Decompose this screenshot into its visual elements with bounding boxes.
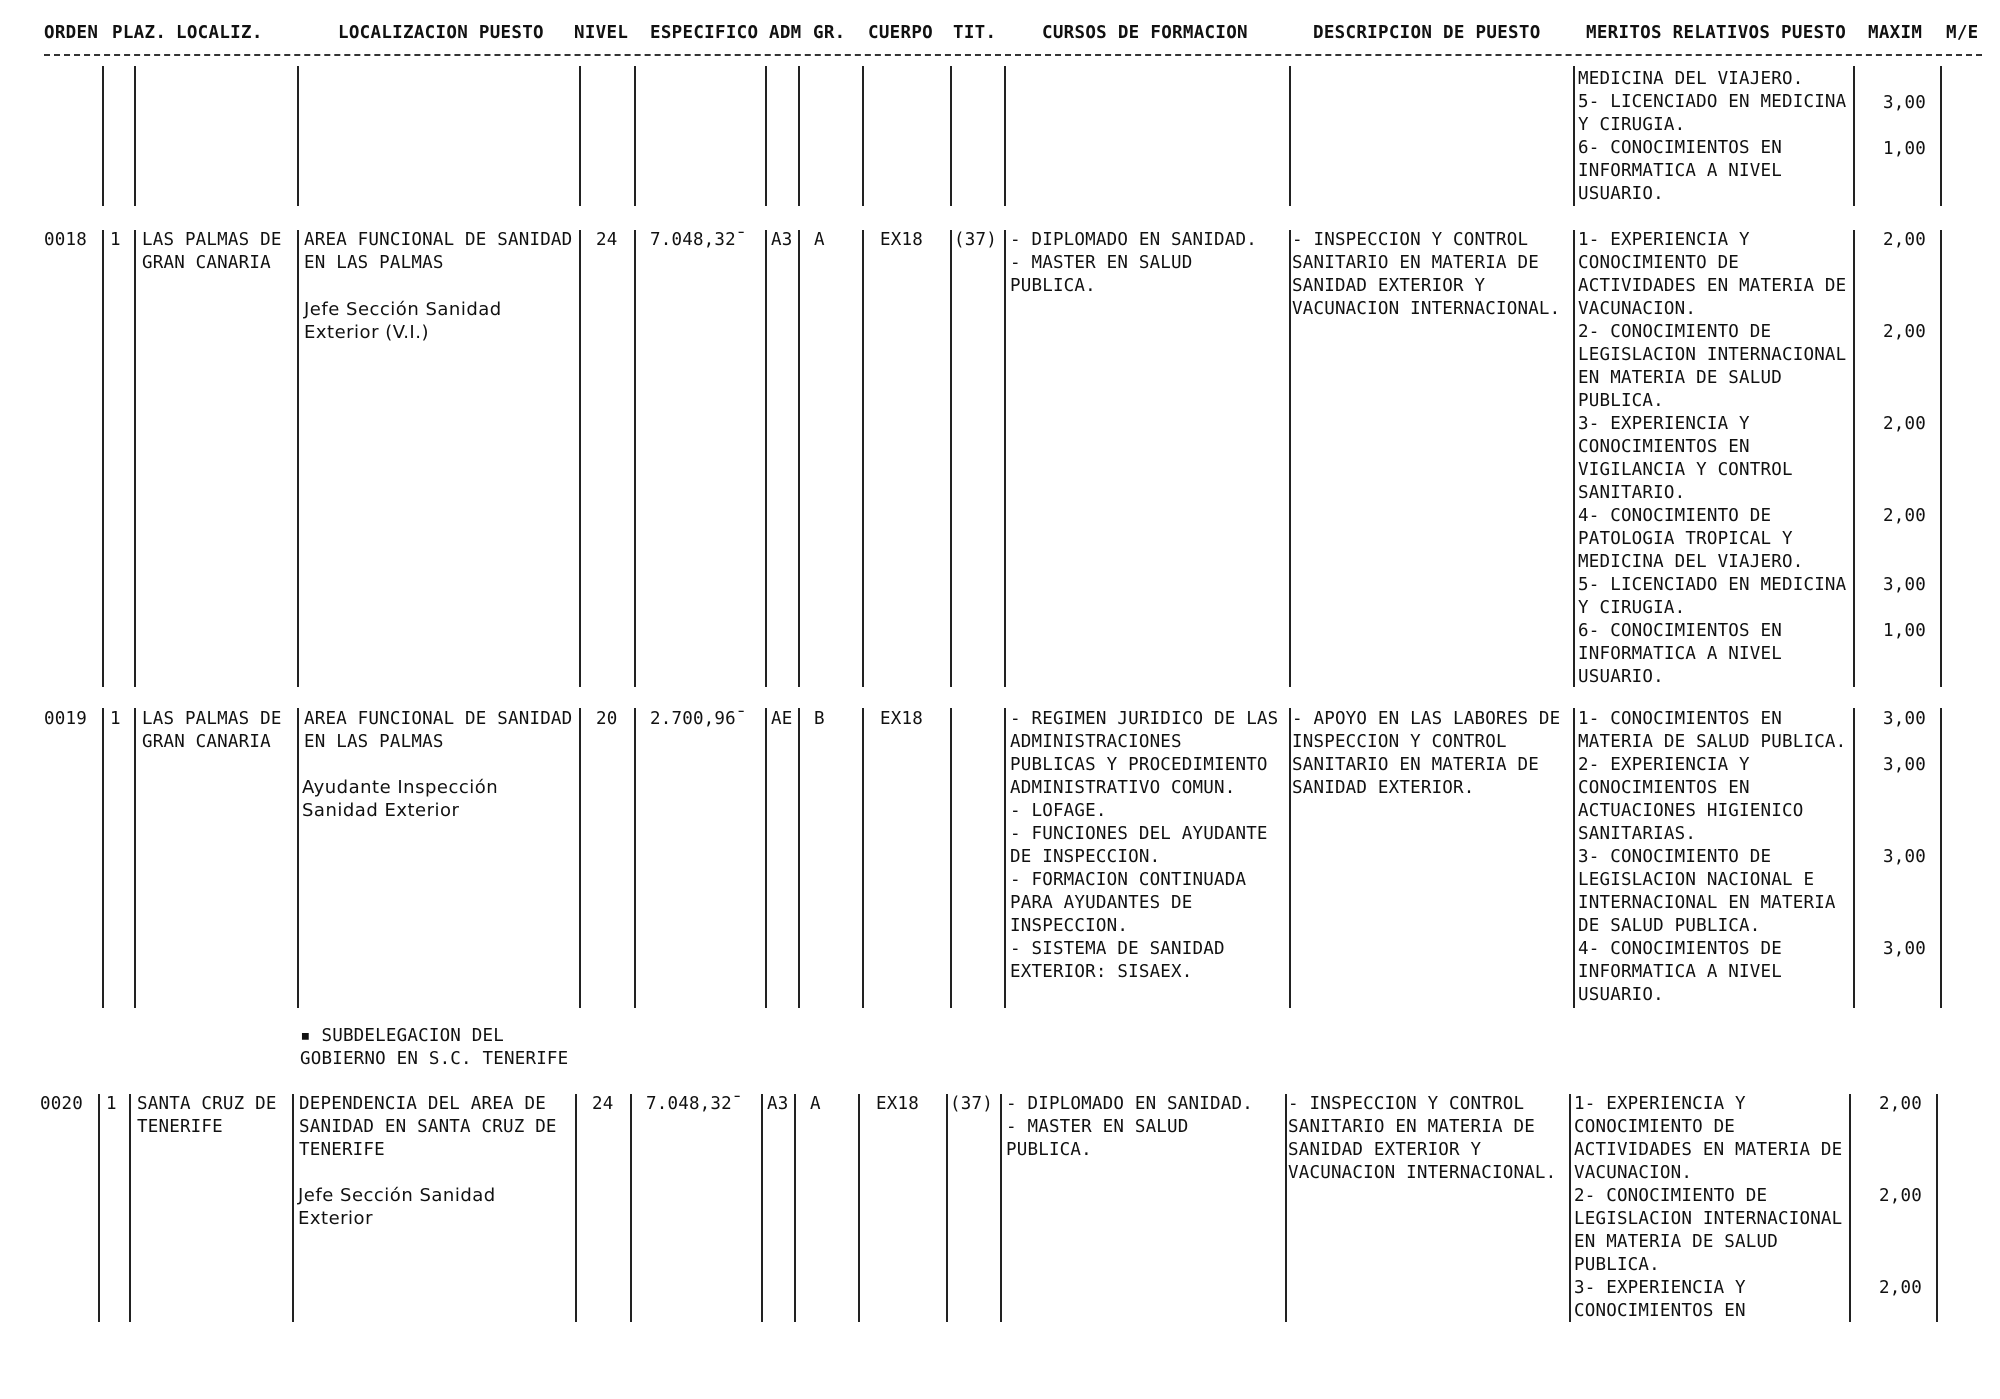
especifico-cell: 7.048,32¯ <box>650 230 747 250</box>
max-score: 2,00 <box>1879 1278 1922 1298</box>
max-score: 2,00 <box>1883 322 1926 342</box>
column-rule <box>765 708 767 1008</box>
tit-cell: (37) <box>950 1094 993 1114</box>
orden-cell: 0020 <box>40 1094 83 1114</box>
descripcion-cell: - APOYO EN LAS LABORES DE INSPECCION Y CONTROL SANITARIO EN MATERIA DE SANIDAD EXTERIOR. <box>1292 709 1561 798</box>
max-score: 3,00 <box>1883 939 1926 959</box>
gr-cell: A <box>814 230 825 250</box>
merits-list: 1- EXPERIENCIA Y CONOCIMIENTO DE ACTIVIDADES EN MATERIA DE VACUNACION. 2- CONOCIMIENTO DE LEGISLACION INTERNACIONAL EN MATERIA DE SALUD PUBLICA. 3- EXPERIENCIA Y CONOCIMIENTOS EN <box>1574 1094 1843 1321</box>
column-rule <box>862 230 864 687</box>
column-rule <box>950 708 952 1008</box>
header-plaz: PLAZ. <box>112 23 167 43</box>
column-rule <box>1285 1094 1287 1322</box>
max-score: 2,00 <box>1879 1186 1922 1206</box>
max-score: 3,00 <box>1883 847 1926 867</box>
column-rule <box>798 66 800 206</box>
max-score: 3,00 <box>1883 755 1926 775</box>
column-rule <box>1004 230 1006 687</box>
column-rule <box>798 230 800 687</box>
column-rule <box>1289 708 1291 1008</box>
column-rule <box>765 230 767 687</box>
header-adm: ADM <box>769 23 802 43</box>
column-rule <box>634 66 636 206</box>
column-rule <box>579 708 581 1008</box>
header-me: M/E <box>1946 23 1979 43</box>
adm-cell: A3 <box>771 230 793 250</box>
column-rule <box>1573 708 1575 1008</box>
max-score: 2,00 <box>1883 506 1926 526</box>
gr-cell: A <box>810 1094 821 1114</box>
column-rule <box>634 230 636 687</box>
header-cursos: CURSOS DE FORMACION <box>1042 23 1248 43</box>
column-rule <box>798 708 800 1008</box>
column-rule <box>575 1094 577 1322</box>
plaz-cell: 1 <box>110 709 121 729</box>
column-rule <box>862 708 864 1008</box>
column-rule <box>1289 66 1291 206</box>
column-rule <box>297 66 299 206</box>
header-descripcion: DESCRIPCION DE PUESTO <box>1313 23 1541 43</box>
column-rule <box>1849 1094 1851 1322</box>
merits-list: 1- CONOCIMIENTOS EN MATERIA DE SALUD PUBLICA. 2- EXPERIENCIA Y CONOCIMIENTOS EN ACTUACIONES HIGIENICO SANITARIAS. 3- CONOCIMIENTO DE LEGISLACION NACIONAL E INTERNACIONAL EN MATERIA DE SALUD PUBLICA. 4- CONOCIMIENTOS DE INFORMATICA A NIVEL USUARIO. <box>1578 709 1847 1005</box>
localizacion-cell: DEPENDENCIA DEL AREA DE SANIDAD EN SANTA CRUZ DE TENERIFE <box>299 1094 557 1160</box>
column-rule <box>297 230 299 687</box>
column-rule <box>1004 66 1006 206</box>
header-localiz: LOCALIZ. <box>176 23 263 43</box>
merits-list: 1- EXPERIENCIA Y CONOCIMIENTO DE ACTIVIDADES EN MATERIA DE VACUNACION. 2- CONOCIMIENTO DE LEGISLACION INTERNACIONAL EN MATERIA DE SALUD PUBLICA. 3- EXPERIENCIA Y CONOCIMIENTOS EN VIGILANCIA Y CONTROL SANITARIO. 4- CONOCIMIENTO DE PATOLOGIA TROPICAL Y MEDICINA DEL VIAJERO. 5- LICENCIADO EN MEDICINA Y CIRUGIA. 6- CONOCIMIENTOS EN INFORMATICA A NIVEL USUARIO. <box>1578 230 1847 687</box>
orden-cell: 0019 <box>44 709 87 729</box>
column-rule <box>102 66 104 206</box>
column-rule <box>1940 708 1942 1008</box>
column-rule <box>862 66 864 206</box>
max-score: 2,00 <box>1883 230 1926 250</box>
puesto-title: Ayudante Inspección Sanidad Exterior <box>302 777 499 821</box>
nivel-cell: 24 <box>596 230 618 250</box>
localizacion-cell: AREA FUNCIONAL DE SANIDAD EN LAS PALMAS <box>304 230 573 273</box>
localizacion-cell: AREA FUNCIONAL DE SANIDAD EN LAS PALMAS <box>304 709 573 752</box>
localiz-cell: LAS PALMAS DE GRAN CANARIA <box>142 709 282 752</box>
cursos-cell: - DIPLOMADO EN SANIDAD. - MASTER EN SALUD PUBLICA. <box>1010 230 1257 296</box>
column-rule <box>950 230 952 687</box>
max-score: 1,00 <box>1883 139 1926 159</box>
column-rule <box>858 1094 860 1322</box>
especifico-cell: 2.700,96¯ <box>650 709 747 729</box>
column-rule <box>634 708 636 1008</box>
header-especifico: ESPECIFICO <box>650 23 759 43</box>
especifico-cell: 7.048,32¯ <box>646 1094 743 1114</box>
header-divider <box>44 54 1982 56</box>
cursos-cell: - REGIMEN JURIDICO DE LAS ADMINISTRACIONES PUBLICAS Y PROCEDIMIENTO ADMINISTRATIVO COMUN. - LOFAGE. - FUNCIONES DEL AYUDANTE DE INSPECCION. - FORMACION CONTINUADA PARA AYUDANTES DE INSPECCION. - SISTEMA DE SANIDAD EXTERIOR: SISAEX. <box>1010 709 1279 982</box>
column-rule <box>1940 230 1942 687</box>
column-rule <box>134 66 136 206</box>
column-rule <box>1936 1094 1938 1322</box>
tit-cell: (37) <box>954 230 997 250</box>
column-rule <box>1853 708 1855 1008</box>
adm-cell: A3 <box>767 1094 789 1114</box>
column-rule <box>950 66 952 206</box>
header-orden: ORDEN <box>44 23 99 43</box>
column-rule <box>579 66 581 206</box>
column-rule <box>1000 1094 1002 1322</box>
plaz-cell: 1 <box>110 230 121 250</box>
cuerpo-cell: EX18 <box>876 1094 919 1114</box>
nivel-cell: 20 <box>596 709 618 729</box>
column-rule <box>134 230 136 687</box>
column-rule <box>761 1094 763 1322</box>
orden-cell: 0018 <box>44 230 87 250</box>
cuerpo-cell: EX18 <box>880 709 923 729</box>
merits-list: MEDICINA DEL VIAJERO. 5- LICENCIADO EN MEDICINA Y CIRUGIA. 6- CONOCIMIENTOS EN INFORMATICA A NIVEL USUARIO. <box>1578 69 1847 204</box>
puesto-title: Jefe Sección Sanidad Exterior (V.I.) <box>304 299 502 343</box>
column-rule <box>1573 230 1575 687</box>
column-rule <box>1573 66 1575 206</box>
gr-cell: B <box>814 709 825 729</box>
cuerpo-cell: EX18 <box>880 230 923 250</box>
max-score: 3,00 <box>1883 575 1926 595</box>
column-rule <box>102 230 104 687</box>
column-rule <box>579 230 581 687</box>
max-score: 2,00 <box>1883 414 1926 434</box>
plaz-cell: 1 <box>106 1094 117 1114</box>
column-rule <box>297 708 299 1008</box>
column-rule <box>1569 1094 1571 1322</box>
column-rule <box>794 1094 796 1322</box>
section-heading: ▪ SUBDELEGACION DEL GOBIERNO EN S.C. TENERIFE <box>300 1026 569 1069</box>
column-rule <box>1853 66 1855 206</box>
column-rule <box>765 66 767 206</box>
column-rule <box>292 1094 294 1322</box>
column-rule <box>630 1094 632 1322</box>
max-score: 3,00 <box>1883 93 1926 113</box>
column-rule <box>1853 230 1855 687</box>
column-rule <box>946 1094 948 1322</box>
header-gr: GR. <box>813 23 846 43</box>
adm-cell: AE <box>771 709 793 729</box>
localiz-cell: LAS PALMAS DE GRAN CANARIA <box>142 230 282 273</box>
puesto-title: Jefe Sección Sanidad Exterior <box>298 1185 496 1229</box>
column-rule <box>98 1094 100 1322</box>
column-rule <box>1004 708 1006 1008</box>
max-score: 1,00 <box>1883 621 1926 641</box>
header-localizacion-puesto: LOCALIZACION PUESTO <box>338 23 544 43</box>
column-rule <box>102 708 104 1008</box>
nivel-cell: 24 <box>592 1094 614 1114</box>
column-rule <box>129 1094 131 1322</box>
header-cuerpo: CUERPO <box>868 23 934 43</box>
descripcion-cell: - INSPECCION Y CONTROL SANITARIO EN MATERIA DE SANIDAD EXTERIOR Y VACUNACION INTERNACIONAL. <box>1292 230 1561 319</box>
column-rule <box>134 708 136 1008</box>
header-tit: TIT. <box>953 23 997 43</box>
max-score: 2,00 <box>1879 1094 1922 1114</box>
max-score: 3,00 <box>1883 709 1926 729</box>
header-maxim: MAXIM <box>1868 23 1923 43</box>
header-meritos: MERITOS RELATIVOS PUESTO <box>1586 23 1847 43</box>
header-nivel: NIVEL <box>574 23 629 43</box>
column-rule <box>1940 66 1942 206</box>
cursos-cell: - DIPLOMADO EN SANIDAD. - MASTER EN SALUD PUBLICA. <box>1006 1094 1253 1160</box>
descripcion-cell: - INSPECCION Y CONTROL SANITARIO EN MATERIA DE SANIDAD EXTERIOR Y VACUNACION INTERNACIONAL. <box>1288 1094 1557 1183</box>
column-rule <box>1289 230 1291 687</box>
localiz-cell: SANTA CRUZ DE TENERIFE <box>137 1094 277 1137</box>
